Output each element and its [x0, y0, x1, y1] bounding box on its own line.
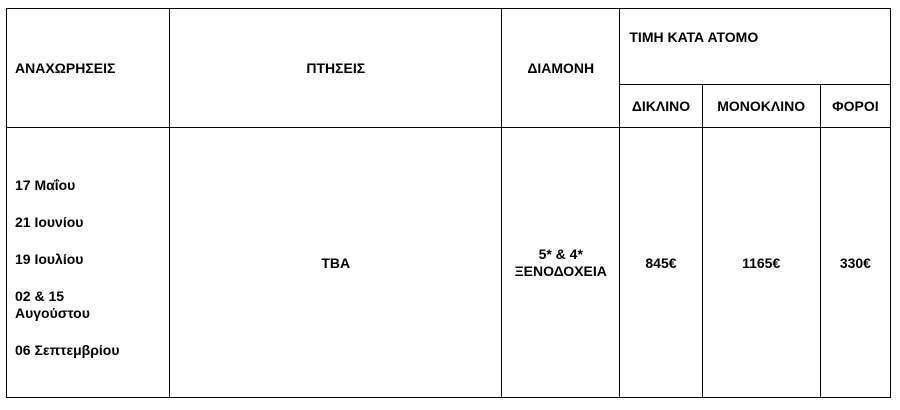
- taxes-header: ΦΟΡΟΙ: [820, 84, 890, 127]
- hotel-stars: 5* & 4*: [538, 245, 583, 262]
- departure-date: 02 & 15 Αυγούστου: [15, 287, 90, 321]
- departure-date: 06 Σεπτεμβρίου: [15, 341, 120, 358]
- departure-date-list: [15, 167, 169, 359]
- departure-date: 19 Ιουλίου: [15, 250, 84, 267]
- price-per-person-header: ΤΙΜΗ ΚΑΤΑ ΑΤΟΜΟ: [620, 9, 891, 85]
- departure-date: 21 Ιουνίου: [15, 213, 84, 230]
- accommodation-header: ΔΙΑΜΟΝΗ: [502, 9, 620, 128]
- header-row: [7, 9, 891, 85]
- departures-header: ΑΝΑΧΩΡΗΣΕΙΣ: [7, 9, 170, 128]
- accommodation-cell: [502, 128, 620, 398]
- departure-date: 17 Μαΐου: [15, 176, 76, 193]
- departure-dates-cell: [7, 128, 170, 398]
- flights-header: ΠΤΗΣΕΙΣ: [170, 9, 502, 128]
- taxes-price: 330€: [820, 128, 890, 398]
- hotel-label: ΞΕΝΟΔΟΧΕΙΑ: [514, 262, 607, 279]
- double-room-header: ΔΙΚΛΙΝΟ: [620, 84, 702, 127]
- price-table: [6, 8, 891, 398]
- flights-cell: TBA: [170, 128, 502, 398]
- single-room-header: ΜΟΝΟΚΛΙΝΟ: [702, 84, 820, 127]
- single-room-price: 1165€: [702, 128, 820, 398]
- table-row: [7, 128, 891, 398]
- double-room-price: 845€: [620, 128, 702, 398]
